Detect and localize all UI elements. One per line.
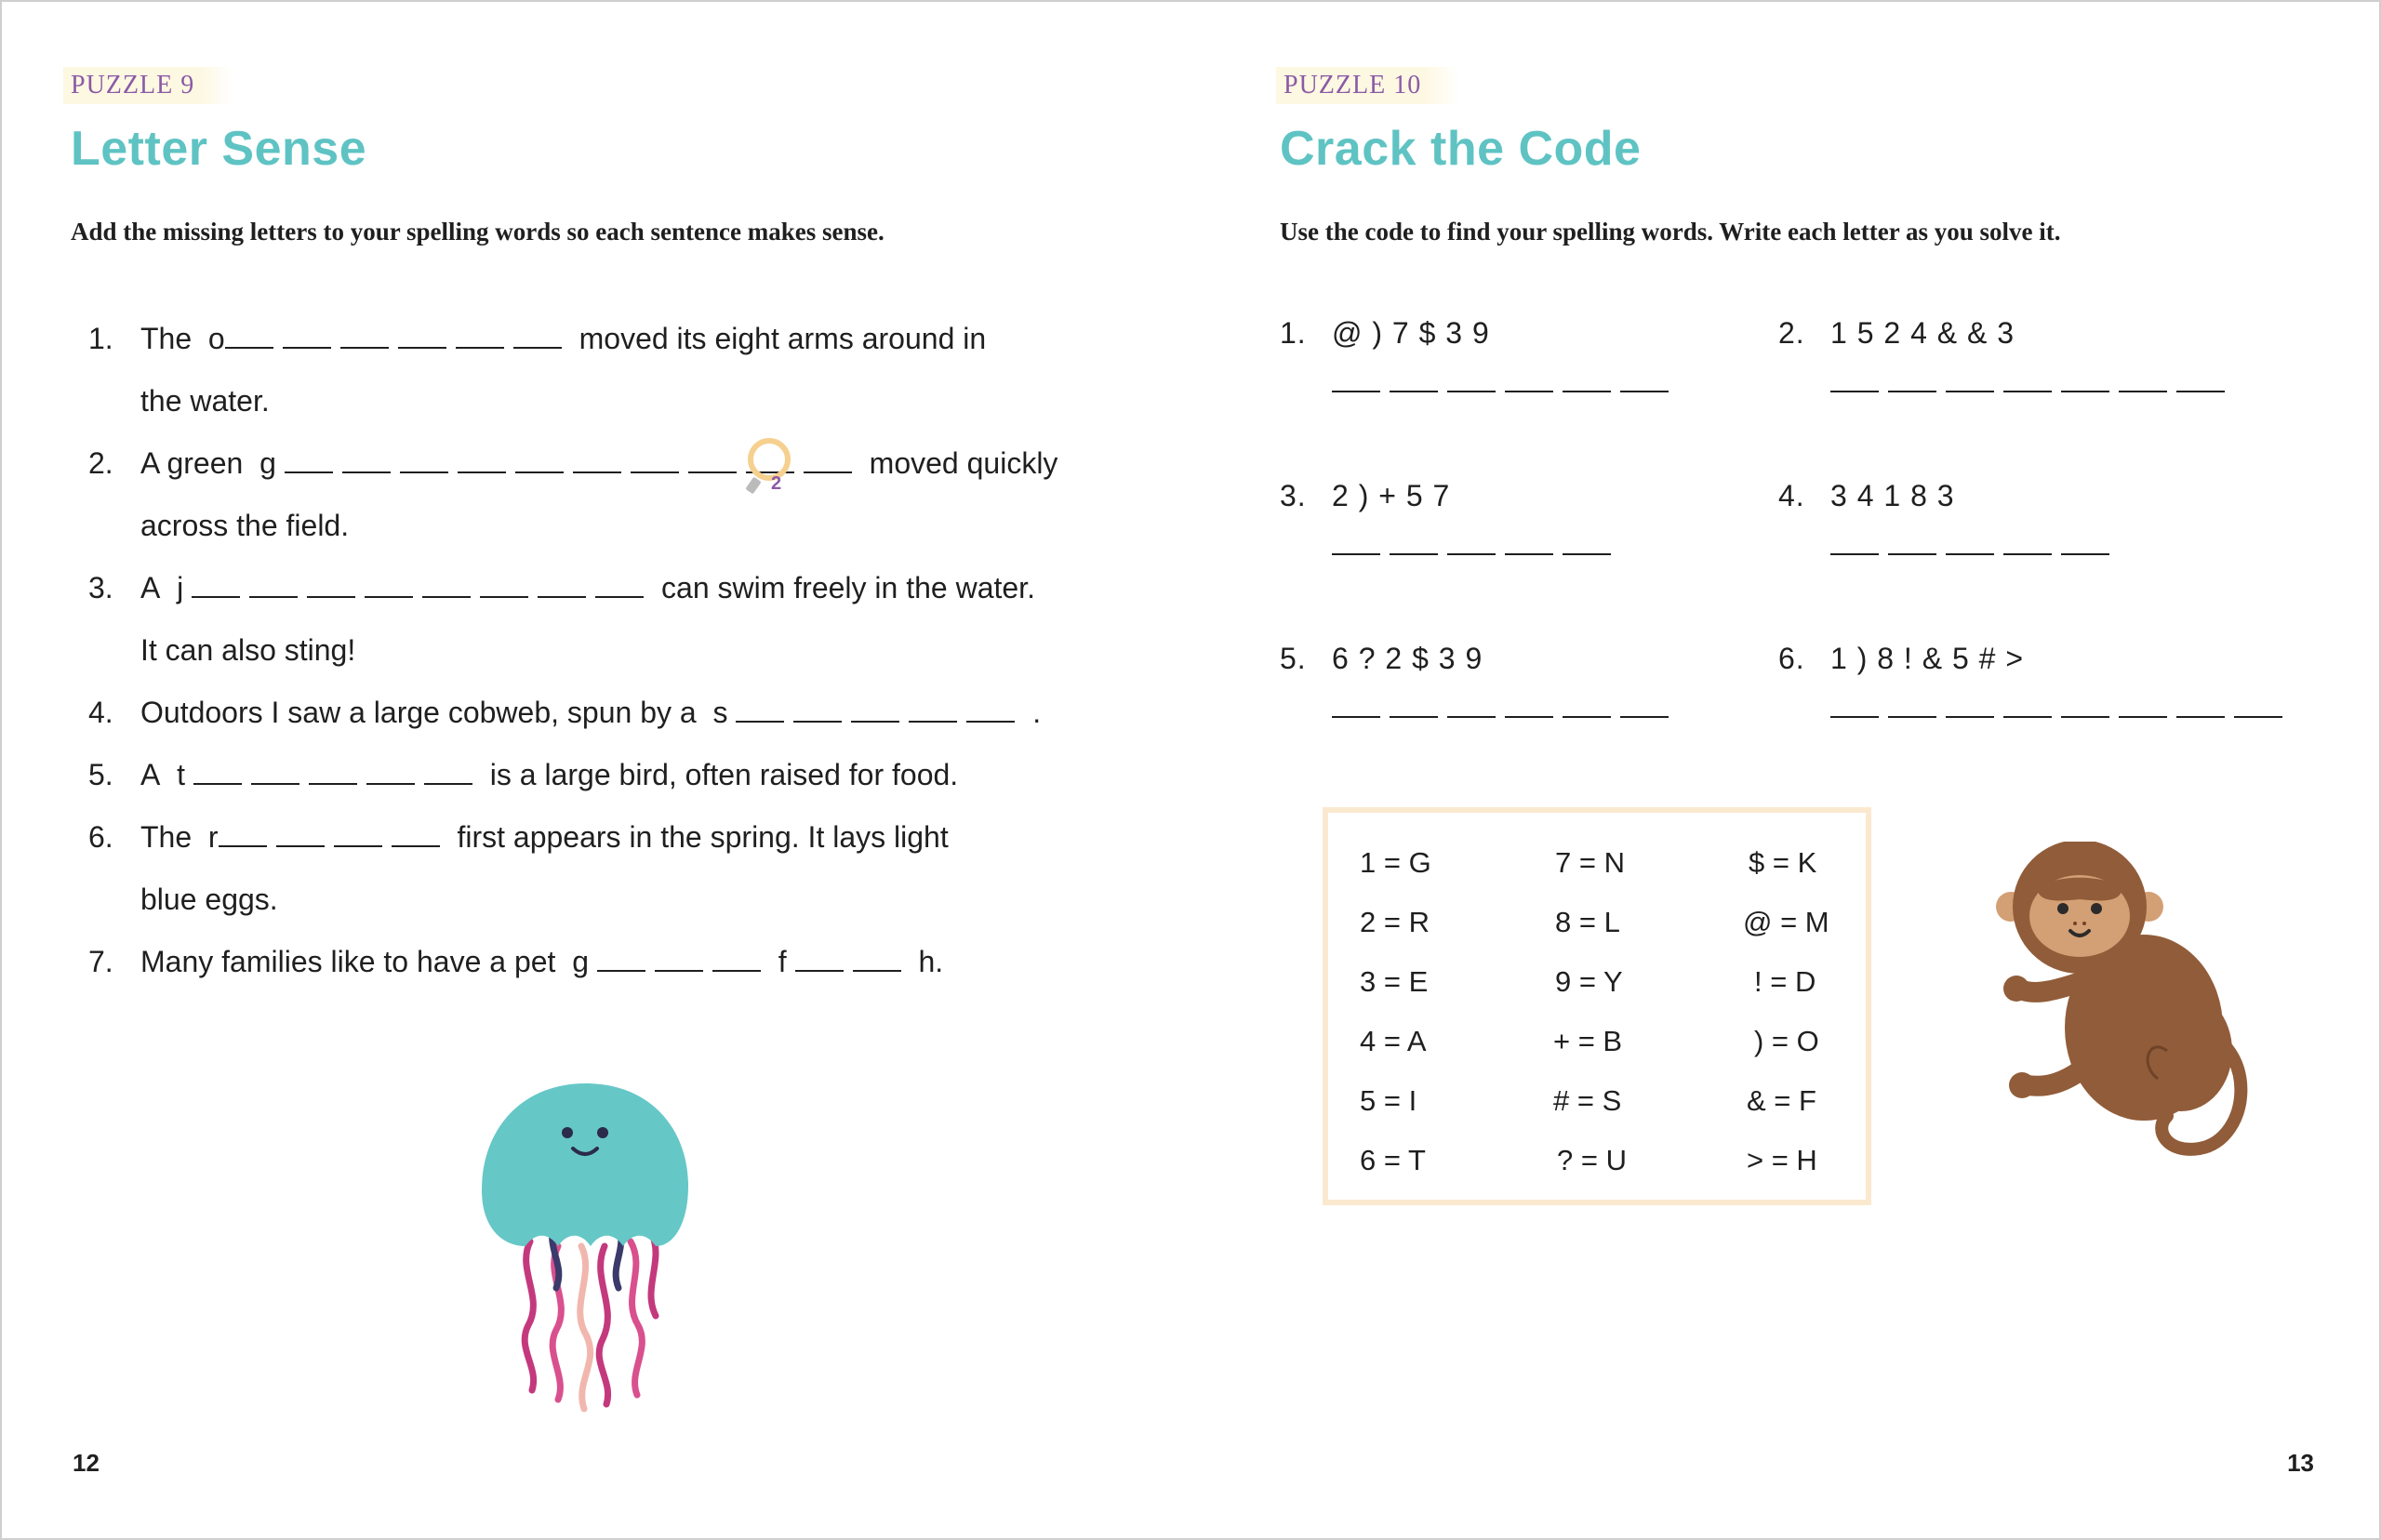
list-item-continued: blue eggs. — [140, 883, 278, 916]
letter-blank[interactable] — [1946, 716, 1994, 718]
code-sequence: 3 4 1 8 3 — [1830, 479, 1955, 512]
code-sequence: 2 ) + 5 7 — [1332, 479, 1451, 512]
key-entry: 1 = G — [1360, 846, 1431, 879]
letter-blank[interactable] — [1563, 553, 1611, 555]
letter-blank[interactable] — [595, 568, 644, 598]
letter-blank[interactable] — [2119, 716, 2167, 718]
key-entry: $ = K — [1749, 846, 1817, 879]
code-sequence: 1 5 2 4 & & 3 — [1830, 316, 2015, 350]
letter-blank[interactable] — [456, 319, 504, 349]
letter-blank[interactable] — [688, 444, 737, 473]
letter-blank[interactable] — [1390, 391, 1438, 392]
letter-blank[interactable] — [1888, 391, 1936, 392]
right-page — [1190, 0, 2381, 1540]
list-item-continued: It can also sting! — [140, 633, 356, 667]
letter-blank[interactable] — [1830, 553, 1879, 555]
code-puzzle: 2. 1 5 2 4 & & 3 — [1778, 316, 2262, 397]
letter-blank[interactable] — [424, 755, 472, 785]
letter-blank[interactable] — [422, 568, 471, 598]
magnifier-sticker-icon — [745, 437, 805, 497]
letter-blank[interactable] — [2003, 391, 2052, 392]
letter-blank[interactable] — [340, 319, 389, 349]
key-entry: @ = M — [1743, 906, 1829, 938]
letter-blank[interactable] — [2061, 716, 2109, 718]
puzzle-label: PUZZLE 10 — [1276, 67, 1460, 104]
letter-blank[interactable] — [283, 319, 331, 349]
key-entry: # = S — [1553, 1084, 1622, 1117]
puzzle-label: PUZZLE 9 — [63, 67, 233, 104]
letter-blank[interactable] — [1946, 553, 1994, 555]
list-item: 2. A green g moved quickly 2 — [88, 441, 1102, 503]
letter-blank[interactable] — [2061, 553, 2109, 555]
list-item: 6. The r first appears in the spring. It lays light — [88, 815, 1102, 877]
letter-blank[interactable] — [285, 444, 333, 473]
list-item: 4. Outdoors I saw a large cobweb, spun by a s . — [88, 690, 1102, 752]
letter-blank[interactable] — [251, 755, 299, 785]
letter-blank[interactable] — [2003, 716, 2052, 718]
list-item-continued: across the field. — [140, 509, 350, 542]
given-letter: s — [712, 696, 728, 729]
letter-blank[interactable] — [1505, 391, 1553, 392]
letter-blank[interactable] — [249, 568, 298, 598]
letter-blank[interactable] — [1505, 553, 1553, 555]
letter-blank[interactable] — [793, 693, 842, 723]
letter-blank[interactable] — [795, 942, 844, 972]
letter-blank[interactable] — [1563, 391, 1611, 392]
letter-blank[interactable] — [1447, 391, 1496, 392]
letter-blank[interactable] — [225, 319, 273, 349]
key-entry: 2 = R — [1360, 906, 1430, 938]
list-item: 5. A t is a large bird, often raised for food. — [88, 752, 1102, 815]
page-title: Letter Sense — [71, 122, 367, 176]
code-puzzle: 5. 6 ? 2 $ 3 9 — [1280, 642, 1763, 723]
letter-blank[interactable] — [307, 568, 355, 598]
key-entry: ? = U — [1557, 1144, 1627, 1176]
letter-blank[interactable] — [276, 817, 325, 847]
letter-blank[interactable] — [2176, 391, 2225, 392]
letter-blank[interactable] — [366, 755, 415, 785]
letter-blank[interactable] — [966, 693, 1015, 723]
page-number: 12 — [73, 1449, 100, 1477]
page-title: Crack the Code — [1280, 122, 1642, 176]
letter-blank[interactable] — [1830, 716, 1879, 718]
letter-blank[interactable] — [2234, 716, 2282, 718]
letter-blank[interactable] — [1332, 553, 1380, 555]
key-entry: 4 = A — [1360, 1025, 1427, 1057]
given-letter: g — [572, 945, 590, 978]
key-entry: 8 = L — [1555, 906, 1620, 938]
given-letter: g — [259, 446, 276, 480]
key-entry: ! = D — [1754, 965, 1816, 998]
jellyfish-illustration — [465, 1074, 707, 1418]
letter-blank[interactable] — [398, 319, 446, 349]
code-sequence: 6 ? 2 $ 3 9 — [1332, 642, 1483, 675]
letter-blank[interactable] — [2176, 716, 2225, 718]
letter-blank[interactable] — [1332, 391, 1380, 392]
letter-blank[interactable] — [538, 568, 586, 598]
letter-blank[interactable] — [2061, 391, 2109, 392]
list-item: 1. The o moved its eight arms around in — [88, 316, 1102, 378]
letter-blank[interactable] — [192, 568, 240, 598]
letter-blank[interactable] — [631, 444, 679, 473]
code-sequence: 1 ) 8 ! & 5 # > — [1830, 642, 2024, 675]
list-item-continued: the water. — [140, 384, 270, 418]
code-sequence: @ ) 7 $ 3 9 — [1332, 316, 1490, 350]
key-entry: 9 = Y — [1555, 965, 1623, 998]
letter-blank[interactable] — [1447, 553, 1496, 555]
code-puzzle: 6. 1 ) 8 ! & 5 # > — [1778, 642, 2262, 723]
key-entry: & = F — [1747, 1084, 1816, 1117]
letter-blank[interactable] — [1390, 553, 1438, 555]
given-letter: t — [177, 758, 186, 791]
letter-blank[interactable] — [597, 942, 645, 972]
letter-blank[interactable] — [365, 568, 413, 598]
key-entry: 6 = T — [1360, 1144, 1426, 1176]
monkey-illustration — [1981, 842, 2260, 1176]
letter-blank[interactable] — [1620, 391, 1669, 392]
list-item: 7. Many families like to have a pet g f h. — [88, 939, 1102, 1002]
key-entry: ) = O — [1754, 1025, 1819, 1057]
letter-blank[interactable] — [712, 942, 761, 972]
letter-blank[interactable] — [2119, 391, 2167, 392]
letter-blank[interactable] — [573, 444, 621, 473]
letter-blank[interactable] — [193, 755, 242, 785]
letter-blank[interactable] — [342, 444, 391, 473]
letter-blank[interactable] — [458, 444, 506, 473]
letter-blank[interactable] — [513, 319, 562, 349]
instructions: Add the missing letters to your spelling words so each sentence makes sense. — [71, 218, 885, 246]
instructions: Use the code to find your spelling words. Write each letter as you solve it. — [1280, 218, 2061, 246]
letter-blank[interactable] — [736, 693, 784, 723]
letter-blank[interactable] — [1390, 716, 1438, 718]
letter-blank[interactable] — [1332, 716, 1380, 718]
letter-blank[interactable] — [515, 444, 564, 473]
given-letter: j — [177, 571, 184, 604]
code-puzzle: 4. 3 4 1 8 3 — [1778, 479, 2262, 560]
left-page — [0, 0, 1190, 1540]
given-letter: o — [207, 322, 225, 355]
sentence-list — [88, 316, 1102, 1002]
letter-blank[interactable] — [1888, 716, 1936, 718]
code-puzzle: 1. @ ) 7 $ 3 9 — [1280, 316, 1763, 397]
letter-blank[interactable] — [1447, 716, 1496, 718]
key-entry: 5 = I — [1360, 1084, 1417, 1117]
sticker-number: 2 — [771, 473, 782, 494]
key-entry: > = H — [1747, 1144, 1817, 1176]
letter-blank[interactable] — [1620, 716, 1669, 718]
letter-blank[interactable] — [400, 444, 448, 473]
key-entry: 7 = N — [1555, 846, 1625, 879]
page-number: 13 — [2287, 1449, 2314, 1477]
letter-blank[interactable] — [480, 568, 528, 598]
letter-blank[interactable] — [909, 693, 957, 723]
letter-blank[interactable] — [655, 942, 703, 972]
letter-blank[interactable] — [334, 817, 382, 847]
letter-blank[interactable] — [1946, 391, 1994, 392]
key-entry: + = B — [1553, 1025, 1623, 1057]
letter-blank[interactable] — [853, 942, 901, 972]
code-puzzle: 3. 2 ) + 5 7 — [1280, 479, 1763, 560]
given-letter: f — [778, 945, 787, 978]
letter-blank[interactable] — [392, 817, 440, 847]
letter-blank[interactable] — [804, 444, 852, 473]
letter-blank[interactable] — [309, 755, 357, 785]
letter-blank[interactable] — [2003, 553, 2052, 555]
code-key-box — [1323, 807, 1871, 1205]
letter-blank[interactable] — [1563, 716, 1611, 718]
letter-blank[interactable] — [1888, 553, 1936, 555]
key-entry: 3 = E — [1360, 965, 1429, 998]
list-item: 3. A j can swim freely in the water. — [88, 565, 1102, 628]
given-letter: r — [207, 820, 219, 854]
letter-blank[interactable] — [851, 693, 899, 723]
letter-blank[interactable] — [1830, 391, 1879, 392]
letter-blank[interactable] — [219, 817, 267, 847]
letter-blank[interactable] — [1505, 716, 1553, 718]
